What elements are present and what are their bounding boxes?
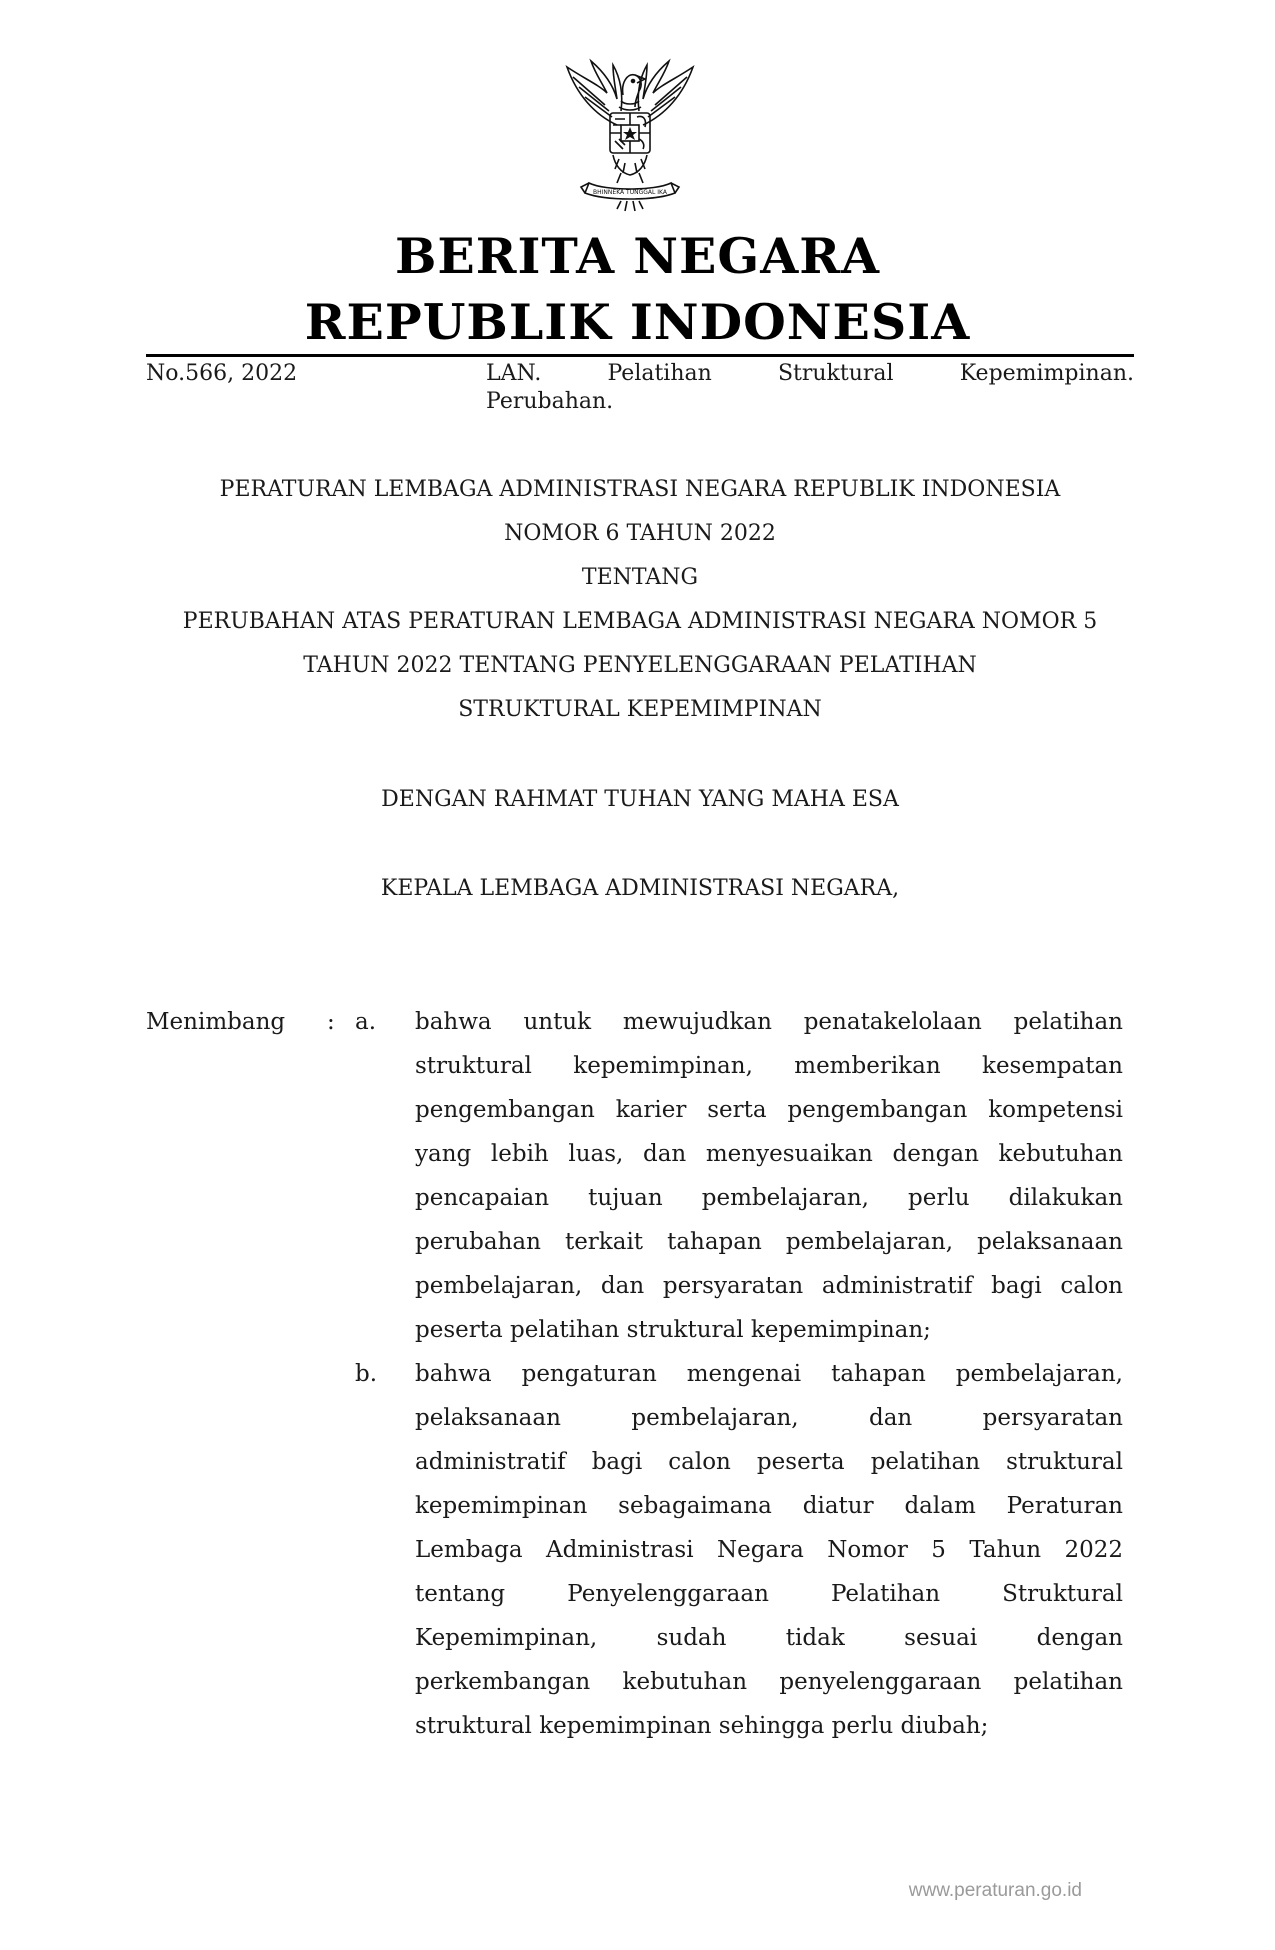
regulation-subject-line: TAHUN 2022 TENTANG PENYELENGGARAAN PELATIHAN	[303, 653, 977, 678]
text-line: peserta pelatihan struktural kepemimpinan;	[415, 1317, 931, 1343]
masthead-subtitle: REPUBLIK INDONESIA	[304, 293, 971, 351]
text-line: yang lebih luas, dan menyesuaikan dengan kebutuhan	[415, 1141, 1123, 1167]
text-line: bahwa pengaturan mengenai tahapan pembelajaran,	[415, 1361, 1123, 1387]
footer-url: www.peraturan.go.id	[908, 1880, 1082, 1901]
text-line: Kepemimpinan, sudah tidak sesuai dengan	[415, 1625, 1123, 1651]
regulation-subject-line: PERUBAHAN ATAS PERATURAN LEMBAGA ADMINISTRASI NEGARA NOMOR 5	[182, 609, 1098, 634]
issuer-title: KEPALA LEMBAGA ADMINISTRASI NEGARA,	[380, 876, 900, 901]
header-divider	[146, 354, 1134, 357]
text-line: pengembangan karier serta pengembangan kompetensi	[415, 1097, 1123, 1123]
svg-text:BHINNEKA TUNGGAL IKA: BHINNEKA TUNGGAL IKA	[593, 189, 667, 196]
text-line: pelaksanaan pembelajaran, dan persyaratan	[415, 1405, 1123, 1431]
menimbang-label: Menimbang	[146, 1009, 286, 1035]
regulation-title: PERATURAN LEMBAGA ADMINISTRASI NEGARA REPUBLIK INDONESIA	[219, 477, 1061, 502]
invocation: DENGAN RAHMAT TUHAN YANG MAHA ESA	[381, 787, 899, 812]
regulation-number: NOMOR 6 TAHUN 2022	[504, 521, 776, 546]
text-line: perubahan terkait tahapan pembelajaran, pelaksanaan	[415, 1229, 1123, 1255]
subject-word: LAN.	[486, 361, 542, 386]
subject-word: Struktural	[777, 361, 894, 386]
issue-number: No.566, 2022	[146, 361, 298, 386]
text-line: pembelajaran, dan persyaratan administratif bagi calon	[415, 1273, 1123, 1299]
text-line: Lembaga Administrasi Negara Nomor 5 Tahun 2022	[415, 1537, 1123, 1563]
text-line: pencapaian tujuan pembelajaran, perlu dilakukan	[415, 1185, 1123, 1211]
text-line: struktural kepemimpinan, memberikan kesempatan	[415, 1053, 1123, 1079]
text-line: administratif bagi calon peserta pelatihan struktural	[415, 1449, 1123, 1475]
issue-subject	[486, 360, 1134, 416]
subject-word: Kepemimpinan.	[959, 361, 1134, 386]
masthead-title: BERITA NEGARA	[394, 227, 880, 285]
text-line: perkembangan kebutuhan penyelenggaraan pelatihan	[415, 1669, 1123, 1695]
consideration-item-b	[415, 1359, 1123, 1755]
regulation-subject-line: STRUKTURAL KEPEMIMPINAN	[458, 697, 822, 722]
menimbang-colon: :	[327, 1009, 335, 1035]
text-line: kepemimpinan sebagaimana diatur dalam Peraturan	[415, 1493, 1123, 1519]
regulation-tentang: TENTANG	[581, 565, 699, 590]
subject-word: Pelatihan	[607, 361, 712, 386]
item-letter: b.	[355, 1361, 378, 1387]
text-line: struktural kepemimpinan sehingga perlu diubah;	[415, 1713, 989, 1739]
garuda-emblem-icon	[555, 55, 705, 213]
subject-line-2: Perubahan.	[486, 389, 614, 414]
text-line: bahwa untuk mewujudkan penatakelolaan pelatihan	[415, 1009, 1123, 1035]
text-line: tentang Penyelenggaraan Pelatihan Struktural	[415, 1581, 1123, 1607]
consideration-item-a	[415, 1007, 1123, 1359]
item-letter: a.	[355, 1009, 377, 1035]
